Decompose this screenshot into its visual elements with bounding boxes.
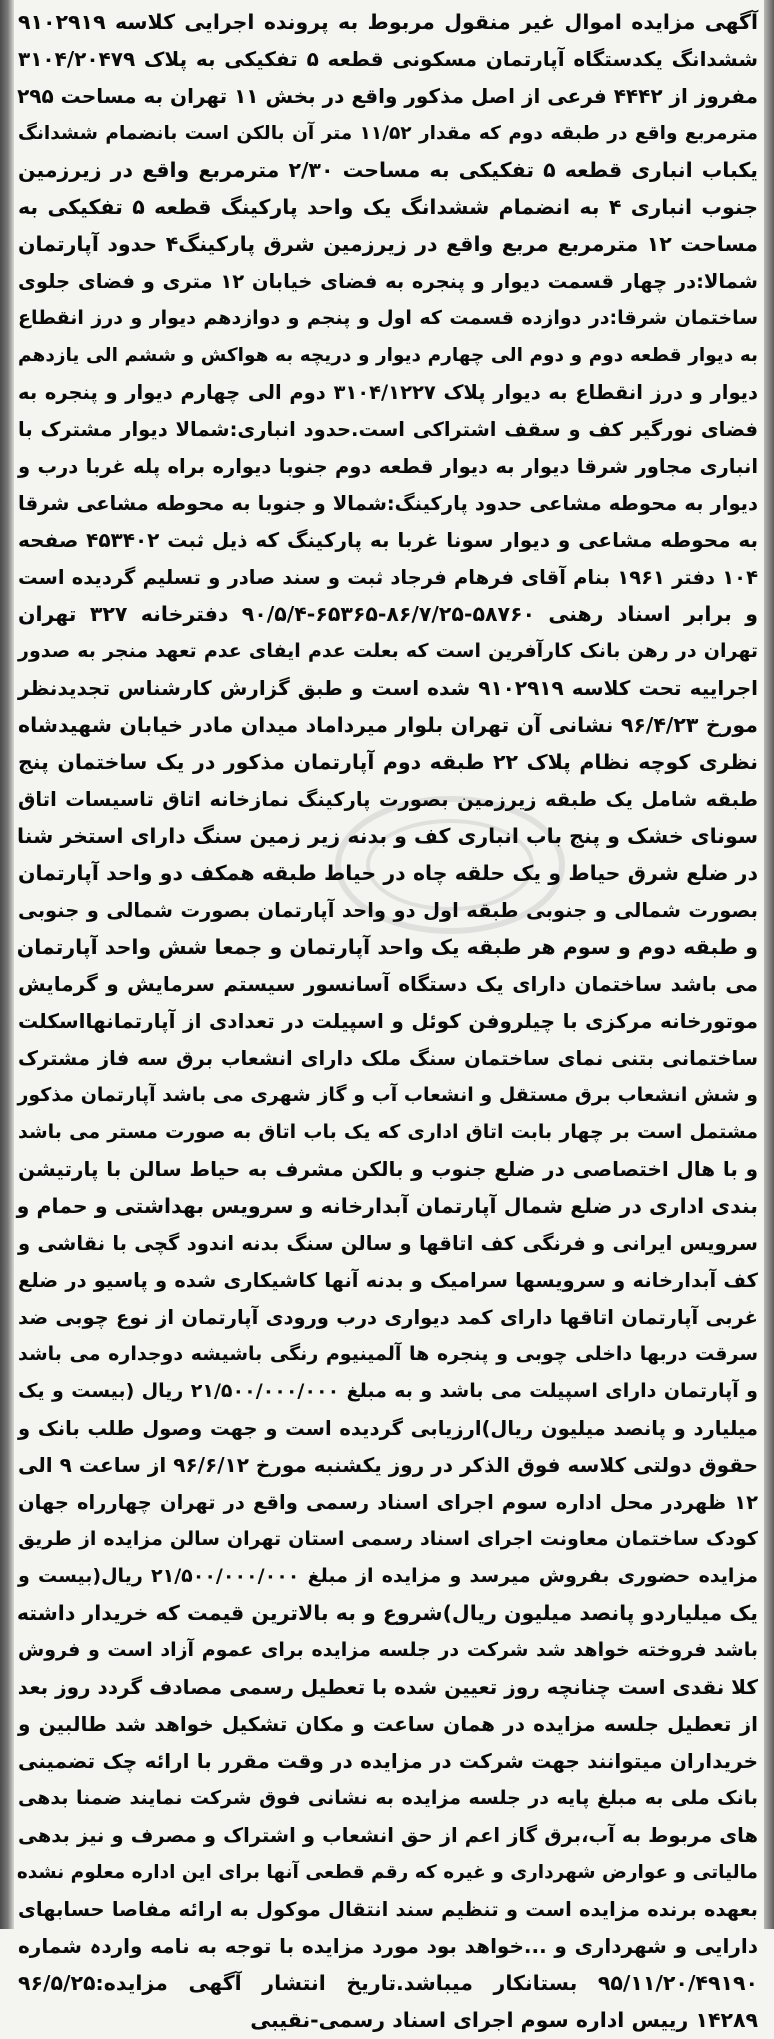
notice-line: و طبقه دوم و سوم هر طبقه یک واحد آپارتمان و جمعا شش واحد آپارتمان <box>16 935 758 959</box>
notice-line: فضای نورگیر کف و سقف اشتراکی است.حدود انباری:شمالا دیوار مشترک با <box>18 418 758 441</box>
notice-line: مشتمل است بر چهار بابت اتاق اداری که یک باب اتاق به صورت مستر می باشد <box>18 1121 758 1143</box>
scan-edge-right <box>764 0 774 1929</box>
notice-signature-line: ۱۴۲۸۹ رییس اداره سوم اجرای اسناد رسمی-نقیبی <box>250 2008 758 2032</box>
notice-line: مورخ ۹۶/۴/۲۳ نشانی آن تهران بلوار میرداماد میدان مادر خیابان شهیدشاه <box>18 713 758 737</box>
notice-line: بانک ملی به مبلغ پایه در جلسه مزایده به نشانی فوق شرکت نمایند ضمنا بدهی <box>18 1787 758 1809</box>
scan-edge-left <box>0 0 14 1929</box>
notice-line: میلیارد و پانصد میلیون ریال)ارزیابی گردیده است و جهت وصول طلب بانک و <box>18 1417 758 1440</box>
notice-line: در ضلع شرق حیاط و یک حلقه چاه در حیاط طبقه همکف دو واحد آپارتمان <box>18 861 758 885</box>
notice-line: سرقت دربها داخلی چوبی و پنجره ها آلمینیوم رنگی باشیشه دوجداره می باشد <box>18 1343 758 1365</box>
notice-line: حقوق دولتی کلاسه فوق الذکر در روز یکشنبه مورخ ۹۶/۶/۱۲ از ساعت ۹ الی <box>18 1453 759 1477</box>
notice-line: انباری مجاور شرقا دیوار به دیوار قطعه دوم جنوبا دیواره براه پله غربا درب و <box>18 455 758 478</box>
notice-line: و آپارتمان دارای اسپیلت می باشد و به مبلغ ۲۱/۵۰۰/۰۰۰/۰۰۰ ریال (بیست و یک <box>18 1380 758 1402</box>
notice-line: مفروز از ۴۴۴۲ فرعی از اصل مذکور واقع در بخش ۱۱ تهران به مساحت ۲۹۵ <box>17 84 758 108</box>
notice-line: می باشد ساختمان دارای یک دستگاه آسانسور سیستم سرمایش و گرمایش <box>18 972 758 996</box>
notice-line: یکباب انباری قطعه ۵ تفکیکی به مساحت ۲/۳۰ مترمربع واقع در زیرزمین <box>18 158 758 182</box>
notice-line: شمالا:در چهار قسمت دیوار و پنجره به فضای خیابان ۱۲ متری و فضای جلوی <box>18 270 758 293</box>
notice-line: مزایده حضوری بفروش میرسد و مزایده از مبلغ ۲۱/۵۰۰/۰۰۰/۰۰۰ ریال(بیست و <box>18 1565 758 1587</box>
notice-line: کف آبدارخانه و سرویسها سرامیک و بدنه آنها کاشیکاری شده و پاسیو در ضلع <box>18 1269 758 1292</box>
auction-notice-text <box>16 4 759 2032</box>
notice-line: باشد فروخته خواهد شد شرکت در جلسه مزایده برای عموم آزاد است و فروش <box>18 1639 758 1661</box>
notice-line: و شش انشعاب برق مستقل و انشعاب آب و گاز شهری می باشد آپارتمان مذکور <box>17 1084 758 1106</box>
notice-line: کودک ساختمان معاونت اجرای اسناد رسمی استان تهران سالن مزایده از طریق <box>18 1528 758 1550</box>
notice-line: یک میلیاردو پانصد میلیون ریال)شروع و به بالاترین قیمت که خریدار داشته <box>16 1601 758 1625</box>
notice-line: ساختمان شرقا:در دوازده قسمت که اول و پنجم و دوازدهم دیوار و درز انقطاع <box>18 307 758 329</box>
notice-line: به دیوار قطعه دوم و دوم الی چهارم دیوار و دریچه به هواکش و ششم الی یازدهم <box>18 345 758 366</box>
notice-line: ساختمانی بتنی نمای ساختمان سنگ ملک دارای انشعاب برق سه فاز مشترک <box>18 1047 758 1070</box>
notice-line: جنوب انباری ۴ به انضمام ششدانگ یک واحد پارکینگ قطعه ۵ تفکیکی به <box>18 195 759 219</box>
notice-line: سرویس ایرانی و فرنگی کف اتاقها و سالن سنگ بدنه اندود گچی با نقاشی و <box>18 1232 758 1255</box>
notice-line: بعهده برنده مزایده است و تنظیم سند انتقال موکول به ارائه مفاصا حسابهای <box>18 1898 758 1921</box>
notice-publication-date-line: ۹۵/۱۱/۲۰/۴۹۱۹۰ بستانکار میباشد.تاریخ انتشار آگهی مزایده:۹۶/۵/۲۵ <box>18 1971 758 1995</box>
notice-line: دیوار به محوطه مشاعی حدود پارکینگ:شمالا و جنوبا به محوطه مشاعی شرقا <box>18 492 758 515</box>
notice-line: تهران در رهن بانک کارآفرین است که بعلت عدم ایفای عدم تعهد منجر به صدور <box>18 640 758 662</box>
notice-title: آگهی مزایده اموال غیر منقول مربوط به پرونده اجرایی کلاسه ۹۱۰۲۹۱۹ <box>18 10 758 34</box>
notice-line: از تعطیل جلسه مزایده در همان ساعت و مکان تشکیل خواهد شد طالبین و <box>18 1712 758 1736</box>
notice-line: دارایی و شهرداری و ...خواهد بود مورد مزایده با توجه به نامه واردہ شماره <box>18 1934 758 1958</box>
notice-line: سونای خشک و پنج باب انباری کف و بدنه زیر زمین سنگ دارای استخر شنا <box>17 824 758 848</box>
notice-line: مساحت ۱۲ مترمربع مربع واقع در زیرزمین شرق پارکینگ۴ حدود آپارتمان <box>18 232 758 256</box>
notice-line: به محوطه مشاعی و دیوار سونا غربا به پارکینگ که ذیل ثبت ۴۵۳۴۰۲ صفحه <box>18 528 758 552</box>
notice-line: بندی اداری در ضلع شمال آپارتمان آبدارخانه و سرویس بهداشتی و حمام و <box>16 1194 758 1218</box>
notice-line: و با هال اختصاصی در ضلع جنوب و بالکن مشرف به حیاط سالن با پارتیشن <box>18 1157 758 1181</box>
notice-line: ۱۲ ظهردر محل اداره سوم اجرای اسناد رسمی واقع در تهران چهارراه جهان <box>18 1491 758 1514</box>
notice-line: های مربوط به آب،برق گاز اعم از حق انشعاب و اشتراک و مصرف و نیز بدهی <box>18 1824 758 1847</box>
notice-line: مالیاتی و عوارض شهرداری و غیره که رقم قطعی آنها برای این اداره معلوم نشده <box>16 1862 758 1883</box>
notice-line: خریداران میتوانند جهت شرکت در مزایده در وقت مقرر با ارائه چک تضمینی <box>18 1749 758 1773</box>
notice-line: موتورخانه مرکزی با چیلروفن کوئل و اسپیلت در تعدادی از آپارتمانهااسکلت <box>18 1009 758 1033</box>
notice-line: ۱۰۴ دفتر ۱۹۶۱ بنام آقای فرهام فرجاد ثبت و سند صادر و تسلیم گردیده است <box>18 566 758 589</box>
notice-line: کلا نقدی است چنانچه روز تعیین شده با تعطیل رسمی مصادف گردد روز بعد <box>17 1675 758 1699</box>
notice-line: طبقه شامل یک طبقه زیرزمین بصورت پارکینگ نمازخانه اتاق تاسیسات اتاق <box>18 788 758 811</box>
notice-line: و برابر اسناد رهنی ۵۸۷۶۰-۸۶/۷/۲۵-۶۵۳۶۵-۹۰/۵/۴ دفترخانه ۳۲۷ تهران <box>18 602 758 626</box>
notice-line: بصورت شمالی و جنوبی طبقه اول دو واحد آپارتمان بصورت شمالی و جنوبی <box>18 899 758 922</box>
notice-line: ششدانگ یکدستگاه آپارتمان مسکونی قطعه ۵ تفکیکی به پلاک ۳۱۰۴/۲۰۴۷۹ <box>18 47 758 71</box>
notice-line: غربی آپارتمان اتاقها دارای کمد دیواری درب ورودی آپارتمان از نوع چوبی ضد <box>18 1306 758 1329</box>
notice-line: اجراییه تحت کلاسه ۹۱۰۲۹۱۹ شده است و طبق گزارش کارشناس تجدیدنظر <box>18 676 758 700</box>
notice-line: دیوار و درز انقطاع به دیوار پلاک ۳۱۰۴/۱۲۲۷ دوم الی چهارم دیوار و پنجره به <box>18 381 759 404</box>
notice-line: نظری کوچه نظام پلاک ۲۲ طبقه دوم آپارتمان مذکور در یک ساختمان پنج <box>18 750 758 774</box>
notice-line: مترمربع واقع در طبقه دوم که مقدار ۱۱/۵۲ متر آن بالکن است بانضمام ششدانگ <box>18 123 758 144</box>
